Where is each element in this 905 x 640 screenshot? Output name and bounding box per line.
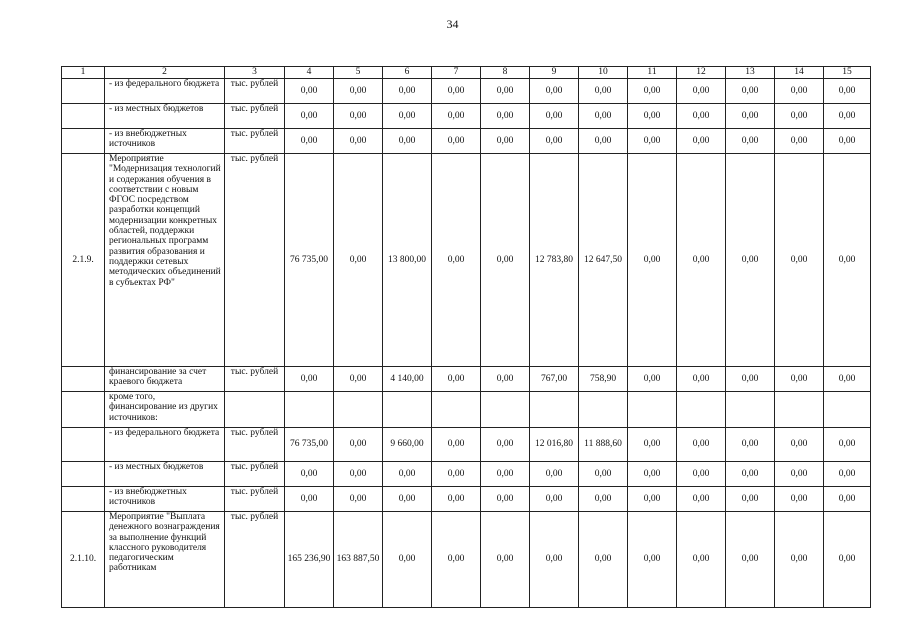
value-cell bbox=[677, 392, 726, 428]
value-cell: 0,00 bbox=[775, 367, 824, 392]
value-cell: 0,00 bbox=[775, 79, 824, 104]
row-description: - из местных бюджетов bbox=[105, 462, 225, 487]
value-cell: 0,00 bbox=[775, 129, 824, 154]
value-cell: 0,00 bbox=[481, 367, 530, 392]
row-unit: тыс. рублей bbox=[225, 154, 285, 367]
value-cell bbox=[432, 392, 481, 428]
value-cell: 0,00 bbox=[824, 428, 871, 462]
row-unit bbox=[225, 392, 285, 428]
row-description: - из местных бюджетов bbox=[105, 104, 225, 129]
column-header: 4 bbox=[285, 67, 334, 79]
value-cell: 0,00 bbox=[726, 129, 775, 154]
row-number bbox=[62, 367, 105, 392]
column-header: 11 bbox=[628, 67, 677, 79]
value-cell: 0,00 bbox=[432, 79, 481, 104]
value-cell: 0,00 bbox=[530, 129, 579, 154]
value-cell: 0,00 bbox=[726, 367, 775, 392]
table-row bbox=[62, 512, 871, 608]
value-cell bbox=[285, 392, 334, 428]
value-cell: 0,00 bbox=[579, 512, 628, 608]
value-cell: 0,00 bbox=[334, 462, 383, 487]
column-header: 7 bbox=[432, 67, 481, 79]
value-cell: 0,00 bbox=[432, 154, 481, 367]
value-cell: 12 647,50 bbox=[579, 154, 628, 367]
row-number: 2.1.9. bbox=[62, 154, 105, 367]
row-description: - из федерального бюджета bbox=[105, 79, 225, 104]
column-header: 8 bbox=[481, 67, 530, 79]
value-cell: 0,00 bbox=[677, 462, 726, 487]
value-cell: 0,00 bbox=[628, 104, 677, 129]
value-cell: 0,00 bbox=[334, 79, 383, 104]
row-description: - из внебюджетных источников bbox=[105, 129, 225, 154]
value-cell: 0,00 bbox=[677, 79, 726, 104]
value-cell: 11 888,60 bbox=[579, 428, 628, 462]
value-cell: 0,00 bbox=[677, 367, 726, 392]
value-cell: 0,00 bbox=[677, 428, 726, 462]
value-cell: 0,00 bbox=[726, 428, 775, 462]
row-unit: тыс. рублей bbox=[225, 487, 285, 512]
column-header: 10 bbox=[579, 67, 628, 79]
value-cell: 0,00 bbox=[383, 512, 432, 608]
column-header: 12 bbox=[677, 67, 726, 79]
value-cell: 0,00 bbox=[775, 512, 824, 608]
value-cell bbox=[824, 392, 871, 428]
value-cell: 0,00 bbox=[579, 462, 628, 487]
value-cell: 12 783,80 bbox=[530, 154, 579, 367]
value-cell: 758,90 bbox=[579, 367, 628, 392]
value-cell: 0,00 bbox=[334, 104, 383, 129]
value-cell: 0,00 bbox=[726, 462, 775, 487]
value-cell: 0,00 bbox=[726, 512, 775, 608]
value-cell: 0,00 bbox=[775, 428, 824, 462]
row-description: Мероприятие "Выплата денежного вознаграждения за выполнение функций классного руководителя педагогическим работникам bbox=[105, 512, 225, 608]
value-cell: 0,00 bbox=[334, 367, 383, 392]
value-cell: 76 735,00 bbox=[285, 428, 334, 462]
row-number: 2.1.10. bbox=[62, 512, 105, 608]
value-cell: 76 735,00 bbox=[285, 154, 334, 367]
value-cell: 0,00 bbox=[677, 512, 726, 608]
value-cell: 0,00 bbox=[628, 462, 677, 487]
column-header: 14 bbox=[775, 67, 824, 79]
table-row bbox=[62, 367, 871, 392]
value-cell: 0,00 bbox=[628, 512, 677, 608]
row-unit: тыс. рублей bbox=[225, 512, 285, 608]
value-cell: 0,00 bbox=[481, 428, 530, 462]
value-cell: 0,00 bbox=[726, 79, 775, 104]
value-cell: 0,00 bbox=[824, 512, 871, 608]
value-cell: 0,00 bbox=[677, 154, 726, 367]
row-description: - из федерального бюджета bbox=[105, 428, 225, 462]
row-description: Мероприятие "Модернизация технологий и содержания обучения в соответствии с новым ФГОС посредством разработки концепций модернизации конкретных областей, поддержки региональных программ развития образования и поддержки сетевых методических объединений в субъектах РФ" bbox=[105, 154, 225, 367]
value-cell: 0,00 bbox=[530, 512, 579, 608]
value-cell: 0,00 bbox=[432, 512, 481, 608]
table-body bbox=[62, 67, 871, 608]
value-cell: 0,00 bbox=[334, 129, 383, 154]
value-cell: 0,00 bbox=[824, 462, 871, 487]
column-header: 13 bbox=[726, 67, 775, 79]
value-cell: 0,00 bbox=[530, 487, 579, 512]
value-cell: 0,00 bbox=[481, 462, 530, 487]
row-number bbox=[62, 428, 105, 462]
value-cell: 0,00 bbox=[481, 79, 530, 104]
value-cell bbox=[775, 392, 824, 428]
value-cell: 163 887,50 bbox=[334, 512, 383, 608]
value-cell: 0,00 bbox=[481, 129, 530, 154]
row-description: - из внебюджетных источников bbox=[105, 487, 225, 512]
value-cell: 0,00 bbox=[726, 154, 775, 367]
value-cell: 0,00 bbox=[481, 487, 530, 512]
value-cell: 0,00 bbox=[481, 512, 530, 608]
value-cell: 0,00 bbox=[530, 79, 579, 104]
column-header: 6 bbox=[383, 67, 432, 79]
value-cell: 0,00 bbox=[530, 462, 579, 487]
table-row bbox=[62, 129, 871, 154]
value-cell: 9 660,00 bbox=[383, 428, 432, 462]
value-cell: 0,00 bbox=[383, 104, 432, 129]
table-row bbox=[62, 154, 871, 367]
value-cell bbox=[579, 392, 628, 428]
value-cell: 0,00 bbox=[432, 129, 481, 154]
value-cell: 0,00 bbox=[285, 79, 334, 104]
value-cell: 0,00 bbox=[628, 367, 677, 392]
table-row bbox=[62, 79, 871, 104]
table-row bbox=[62, 428, 871, 462]
value-cell: 0,00 bbox=[726, 104, 775, 129]
value-cell: 0,00 bbox=[628, 487, 677, 512]
row-number bbox=[62, 392, 105, 428]
header-row bbox=[62, 67, 871, 79]
row-number bbox=[62, 79, 105, 104]
value-cell: 0,00 bbox=[824, 104, 871, 129]
value-cell: 0,00 bbox=[383, 79, 432, 104]
value-cell bbox=[726, 392, 775, 428]
value-cell: 0,00 bbox=[432, 367, 481, 392]
value-cell: 0,00 bbox=[628, 154, 677, 367]
row-unit: тыс. рублей bbox=[225, 129, 285, 154]
value-cell: 0,00 bbox=[775, 154, 824, 367]
value-cell bbox=[530, 392, 579, 428]
value-cell: 165 236,90 bbox=[285, 512, 334, 608]
value-cell: 0,00 bbox=[285, 487, 334, 512]
value-cell: 0,00 bbox=[677, 129, 726, 154]
row-unit: тыс. рублей bbox=[225, 367, 285, 392]
column-header: 2 bbox=[105, 67, 225, 79]
value-cell: 0,00 bbox=[383, 462, 432, 487]
row-description: финансирование за счет краевого бюджета bbox=[105, 367, 225, 392]
value-cell: 0,00 bbox=[285, 129, 334, 154]
value-cell: 0,00 bbox=[432, 104, 481, 129]
value-cell: 0,00 bbox=[775, 487, 824, 512]
value-cell: 0,00 bbox=[775, 104, 824, 129]
value-cell: 0,00 bbox=[677, 104, 726, 129]
value-cell: 0,00 bbox=[383, 129, 432, 154]
value-cell: 0,00 bbox=[432, 428, 481, 462]
row-unit: тыс. рублей bbox=[225, 462, 285, 487]
table-row bbox=[62, 462, 871, 487]
value-cell: 0,00 bbox=[383, 487, 432, 512]
row-unit: тыс. рублей bbox=[225, 104, 285, 129]
value-cell: 13 800,00 bbox=[383, 154, 432, 367]
value-cell: 0,00 bbox=[285, 104, 334, 129]
budget-table bbox=[61, 66, 871, 608]
value-cell: 0,00 bbox=[285, 462, 334, 487]
table-row bbox=[62, 392, 871, 428]
value-cell: 0,00 bbox=[530, 104, 579, 129]
value-cell: 0,00 bbox=[432, 487, 481, 512]
row-description: кроме того, финансирование из других источников: bbox=[105, 392, 225, 428]
value-cell: 0,00 bbox=[628, 79, 677, 104]
value-cell bbox=[481, 392, 530, 428]
row-number bbox=[62, 129, 105, 154]
value-cell: 0,00 bbox=[824, 79, 871, 104]
value-cell: 0,00 bbox=[432, 462, 481, 487]
page-number: 34 bbox=[446, 17, 459, 31]
value-cell: 0,00 bbox=[824, 129, 871, 154]
value-cell: 0,00 bbox=[579, 129, 628, 154]
value-cell: 0,00 bbox=[481, 154, 530, 367]
value-cell: 0,00 bbox=[628, 129, 677, 154]
column-header: 3 bbox=[225, 67, 285, 79]
column-header: 15 bbox=[824, 67, 871, 79]
column-header: 5 bbox=[334, 67, 383, 79]
row-unit: тыс. рублей bbox=[225, 79, 285, 104]
row-unit: тыс. рублей bbox=[225, 428, 285, 462]
row-number bbox=[62, 104, 105, 129]
value-cell bbox=[334, 392, 383, 428]
table-row bbox=[62, 104, 871, 129]
value-cell: 12 016,80 bbox=[530, 428, 579, 462]
value-cell: 0,00 bbox=[824, 154, 871, 367]
value-cell: 0,00 bbox=[334, 487, 383, 512]
value-cell: 0,00 bbox=[579, 104, 628, 129]
row-number bbox=[62, 487, 105, 512]
value-cell bbox=[628, 392, 677, 428]
value-cell: 0,00 bbox=[628, 428, 677, 462]
value-cell: 0,00 bbox=[579, 487, 628, 512]
row-number bbox=[62, 462, 105, 487]
value-cell: 0,00 bbox=[579, 79, 628, 104]
column-header: 9 bbox=[530, 67, 579, 79]
value-cell: 0,00 bbox=[824, 487, 871, 512]
value-cell: 0,00 bbox=[824, 367, 871, 392]
column-header: 1 bbox=[62, 67, 105, 79]
value-cell: 0,00 bbox=[334, 154, 383, 367]
value-cell: 4 140,00 bbox=[383, 367, 432, 392]
value-cell: 0,00 bbox=[481, 104, 530, 129]
value-cell: 0,00 bbox=[334, 428, 383, 462]
value-cell: 767,00 bbox=[530, 367, 579, 392]
value-cell: 0,00 bbox=[775, 462, 824, 487]
table-row bbox=[62, 487, 871, 512]
value-cell: 0,00 bbox=[285, 367, 334, 392]
value-cell: 0,00 bbox=[677, 487, 726, 512]
value-cell bbox=[383, 392, 432, 428]
value-cell: 0,00 bbox=[726, 487, 775, 512]
